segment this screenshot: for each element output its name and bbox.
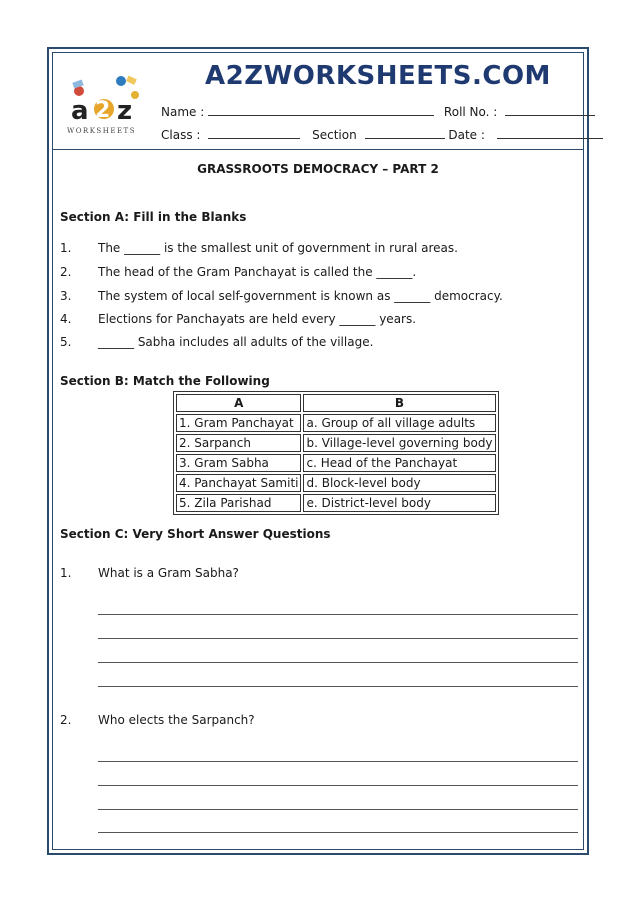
short-answer-question [60,566,239,580]
section-c-heading: Section C: Very Short Answer Questions [60,527,331,541]
table-header-row [176,394,496,412]
answer-line[interactable] [98,809,578,810]
column-b-header: B [303,394,495,412]
column-a-cell: 5. Zila Parishad [176,494,301,512]
table-row [176,494,496,512]
fill-blank-question [60,335,373,349]
column-b-cell: c. Head of the Panchayat [303,454,495,472]
section-field[interactable] [365,126,445,139]
question-number: 1. [60,241,72,255]
svg-text:a: a [71,96,89,126]
answer-line[interactable] [98,614,578,615]
name-roll-row [161,103,595,119]
question-number: 2. [60,713,72,727]
page-border [47,47,589,855]
fill-blank-question [60,265,416,279]
date-label: Date : [448,128,485,142]
svg-text:2: 2 [95,98,111,123]
fill-blank-question [60,241,458,255]
question-text: Elections for Panchayats are held every ______ years. [98,312,417,326]
question-text: The system of local self-government is known as ______ democracy. [98,289,503,303]
fill-blank-question [60,312,416,326]
column-a-cell: 2. Sarpanch [176,434,301,452]
column-b-cell: b. Village-level governing body [303,434,495,452]
class-field[interactable] [208,126,300,139]
table-row [176,414,496,432]
section-label: Section [312,128,357,142]
section-b-heading: Section B: Match the Following [60,374,270,388]
logo-text: WORKSHEETS [67,127,137,135]
match-table [173,391,499,515]
fill-blank-question [60,289,503,303]
class-label: Class : [161,128,201,142]
worksheet-title: GRASSROOTS DEMOCRACY – PART 2 [197,162,439,176]
inner-border [52,52,584,850]
column-a-cell: 3. Gram Sabha [176,454,301,472]
question-number: 4. [60,312,72,326]
question-number: 1. [60,566,72,580]
name-label: Name : [161,105,205,119]
site-title: A2ZWORKSHEETS.COM [205,61,551,91]
svg-text:z: z [117,96,133,126]
question-text: The ______ is the smallest unit of government in rural areas. [98,241,458,255]
column-b-cell: d. Block-level body [303,474,495,492]
question-text: ______ Sabha includes all adults of the village. [98,335,374,349]
answer-line[interactable] [98,638,578,639]
header-divider [53,149,583,150]
question-number: 3. [60,289,72,303]
question-text: The head of the Gram Panchayat is called the ______. [98,265,417,279]
question-number: 2. [60,265,72,279]
column-b-cell: e. District-level body [303,494,495,512]
answer-line[interactable] [98,686,578,687]
answer-line[interactable] [98,832,578,833]
name-field[interactable] [208,103,434,116]
answer-line[interactable] [98,761,578,762]
question-text: Who elects the Sarpanch? [98,713,255,727]
section-a-heading: Section A: Fill in the Blanks [60,210,247,224]
column-a-cell: 1. Gram Panchayat [176,414,301,432]
site-logo [65,71,149,141]
class-section-date-row [161,126,603,142]
column-b-cell: a. Group of all village adults [303,414,495,432]
question-text: What is a Gram Sabha? [98,566,239,580]
date-field[interactable] [497,126,603,139]
roll-label: Roll No. : [443,105,498,119]
short-answer-question [60,713,255,727]
table-row [176,454,496,472]
column-a-header: A [176,394,301,412]
question-number: 5. [60,335,72,349]
answer-line[interactable] [98,785,578,786]
answer-line[interactable] [98,662,578,663]
roll-field[interactable] [505,103,595,116]
table-row [176,434,496,452]
column-a-cell: 4. Panchayat Samiti [176,474,301,492]
table-row [176,474,496,492]
